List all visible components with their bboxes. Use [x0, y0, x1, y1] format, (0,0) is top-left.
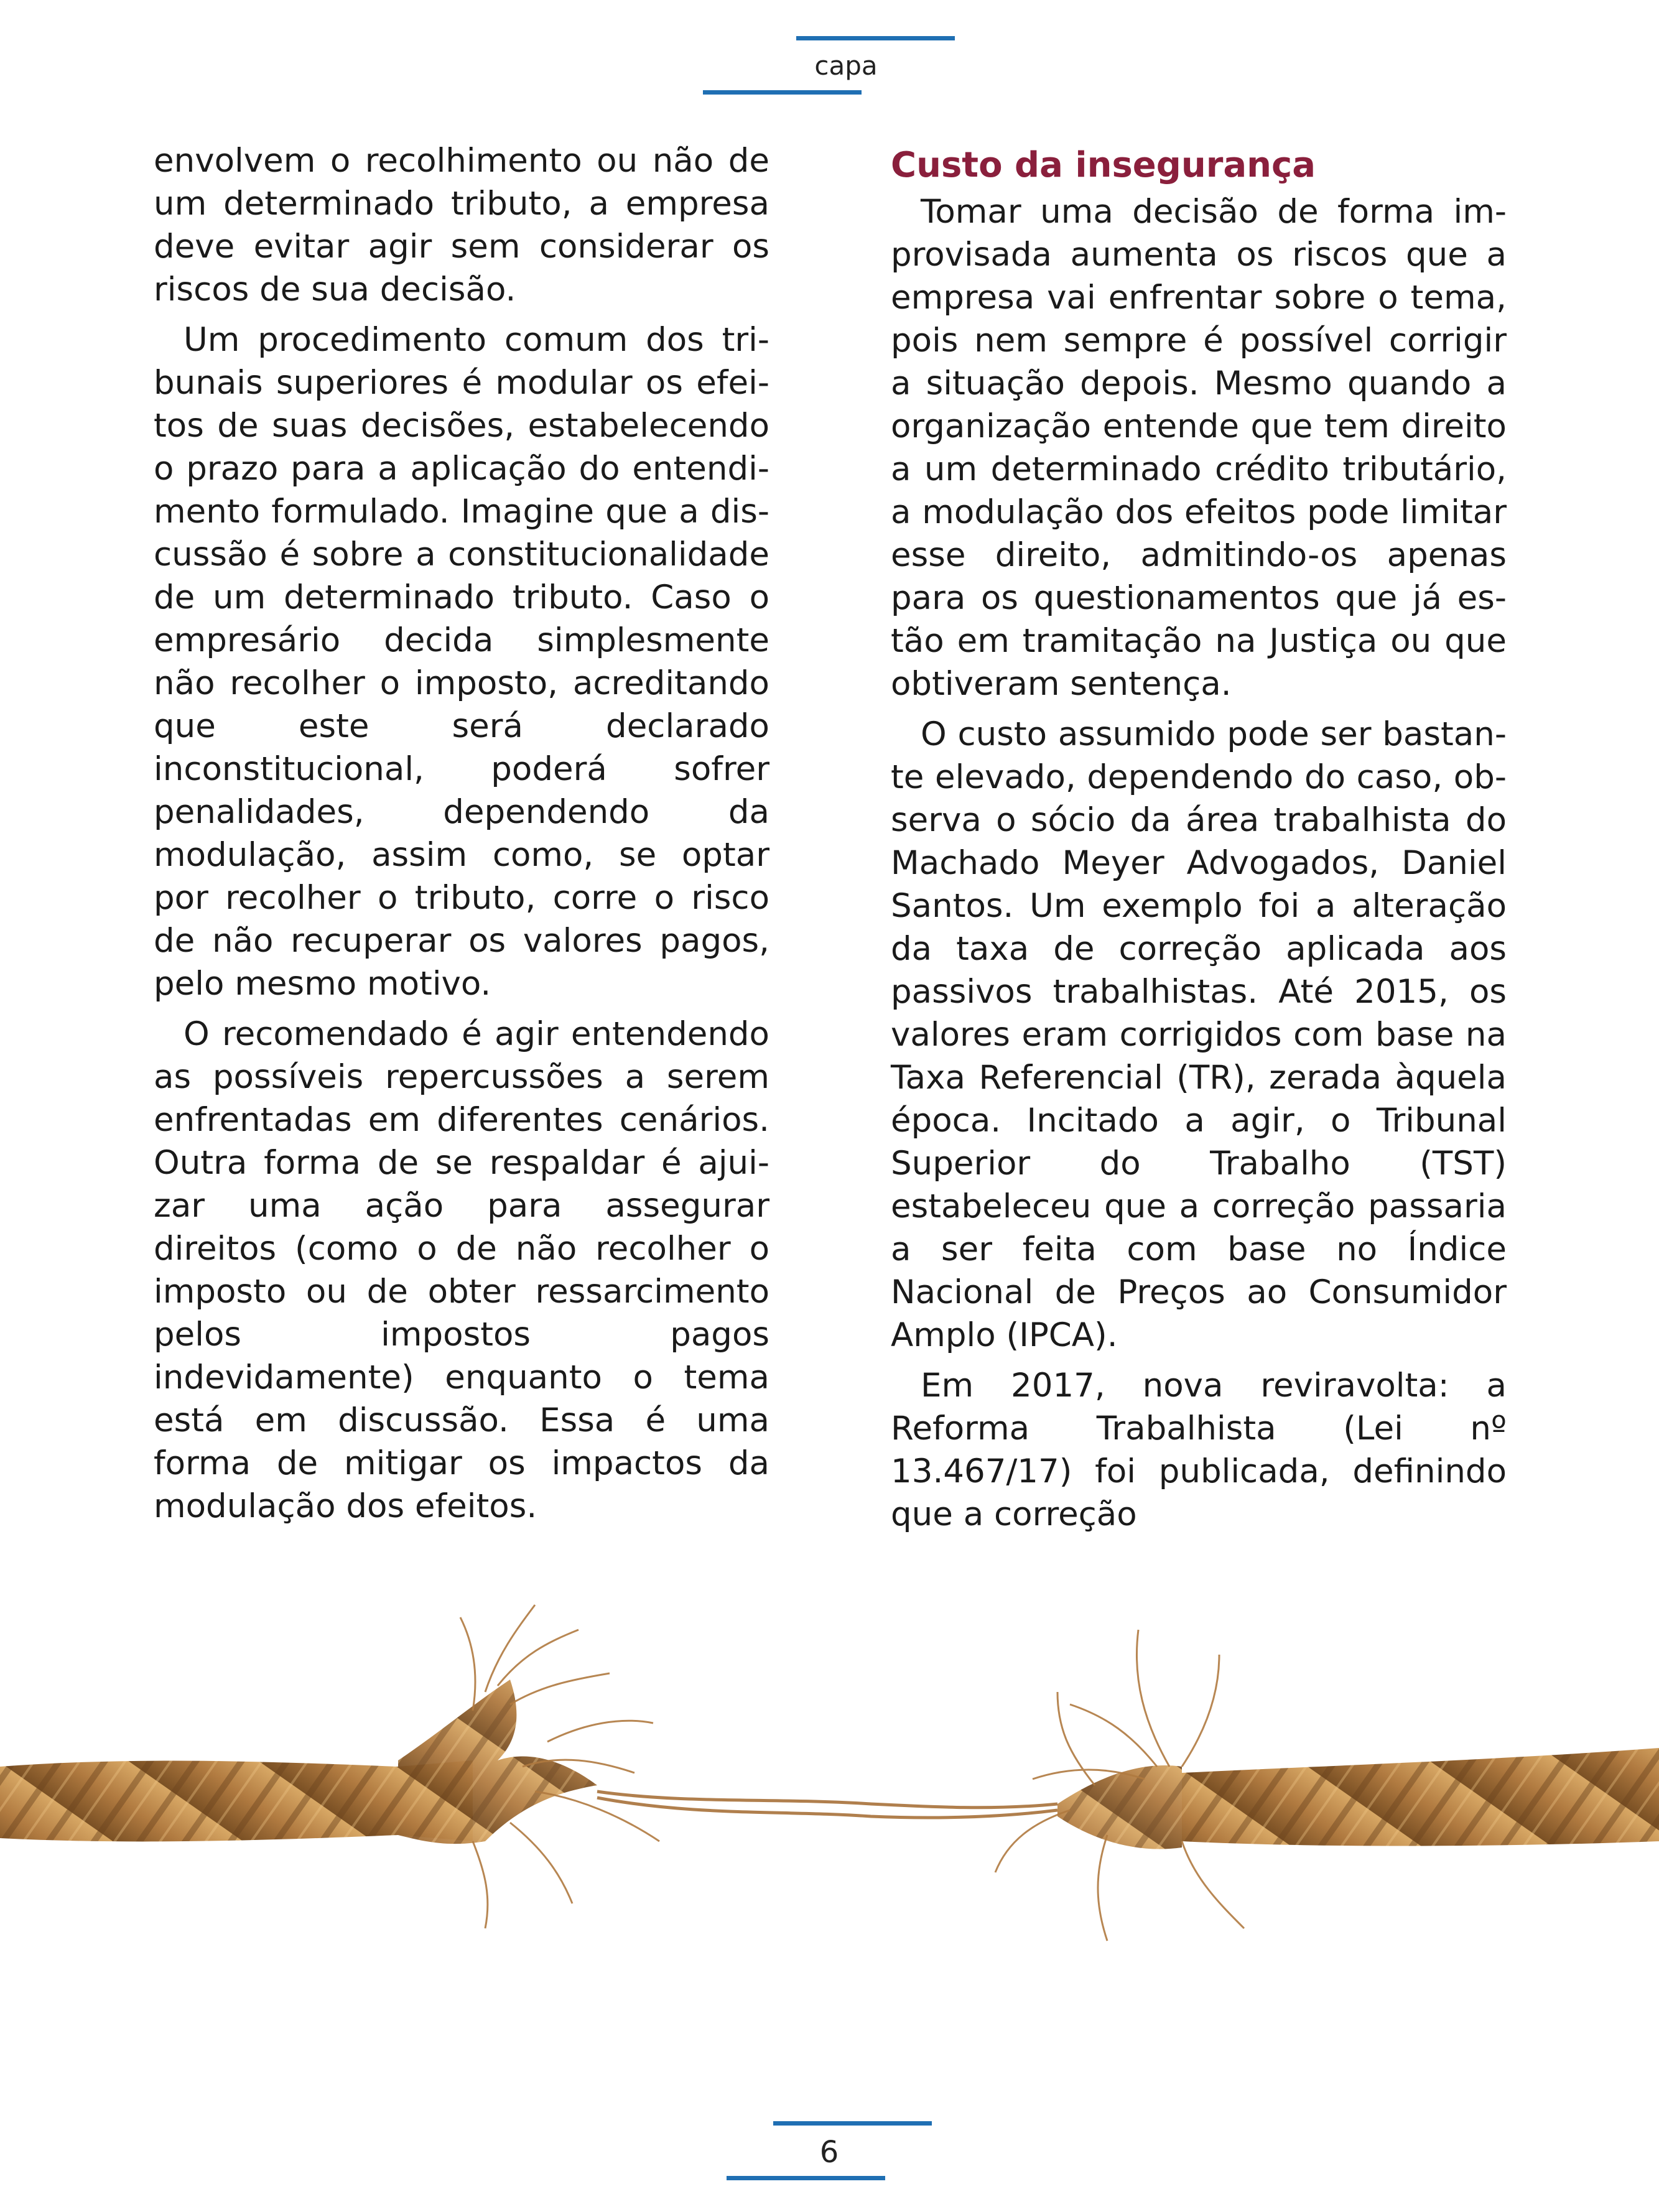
footer-rule-top — [773, 2121, 932, 2126]
page-number: 6 — [819, 2135, 839, 2170]
paragraph: Um procedimento comum dos tribunais superiores é modular os efeitos de suas decisões, estabelecendo o prazo para a aplicação do entendimento formulado. Imagine que a discussão é sobre a constitucionalidade de um determinado tributo. Caso o empresário decida simplesmente não recolher o imposto, acreditando que este será declarado inconstitucional, poderá sofrer penalidades, dependendo da modulação, assim como, se optar por recolher o tributo, corre o risco de não recuperar os valores pagos, pelo mesmo motivo. — [154, 321, 769, 1003]
rope-right-segment — [995, 1630, 1659, 1941]
paragraph: envolvem o recolhimento ou não de um determinado tributo, a empresa deve evitar agir sem considerar os riscos de sua decisão. — [154, 142, 769, 309]
header-rule-top — [796, 36, 955, 40]
rope-thin-strands — [597, 1791, 1057, 1818]
right-text-column — [891, 139, 1507, 1543]
section-label: capa — [814, 50, 878, 81]
left-text-column — [154, 139, 769, 1535]
footer-rule-bottom — [727, 2176, 885, 2180]
section-heading: Custo da insegurança — [891, 145, 1316, 185]
paragraph: Tomar uma decisão de forma improvisada aumenta os riscos que a empresa vai enfrentar sobre o tema, pois nem sempre é possível corrigir a situação depois. Mesmo quando a organização entende que tem direito a um determinado crédito tributário, a modulação dos efeitos pode limitar esse direito, admitindo-os apenas para os questionamentos que já estão em tramitação na Justiça ou que obtiveram sentença. — [891, 193, 1507, 703]
paragraph: O recomendado é agir entendendo as possíveis repercussões a serem enfrentadas em diferentes cenários. Outra forma de se respaldar é ajuizar uma ação para assegurar direitos (como o de não recolher o imposto ou de obter ressarcimento pelos impostos pagos indevidamente) enquanto o tema está em discussão. Essa é uma forma de mitigar os impactos da modulação dos efeitos. — [154, 1015, 769, 1525]
rope-left-segment — [0, 1605, 659, 1928]
paragraph: Em 2017, nova reviravolta: a Reforma Trabalhista (Lei nº 13.467/17) foi publicada, definindo que a correção — [891, 1367, 1507, 1533]
frayed-rope-illustration — [0, 1580, 1659, 2015]
paragraph: O custo assumido pode ser bastante elevado, dependendo do caso, observa o sócio da área trabalhista do Machado Meyer Advogados, Daniel Santos. Um exemplo foi a alteração da taxa de correção aplicada aos passivos trabalhistas. Até 2015, os valores eram corrigidos com base na Taxa Referencial (TR), zerada àquela época. Incitado a agir, o Tribunal Superior do Trabalho (TST) estabeleceu que a correção passaria a ser feita com base no Índice Nacional de Preços ao Consumidor Amplo (IPCA). — [891, 715, 1507, 1354]
header-rule-bottom — [703, 90, 862, 95]
